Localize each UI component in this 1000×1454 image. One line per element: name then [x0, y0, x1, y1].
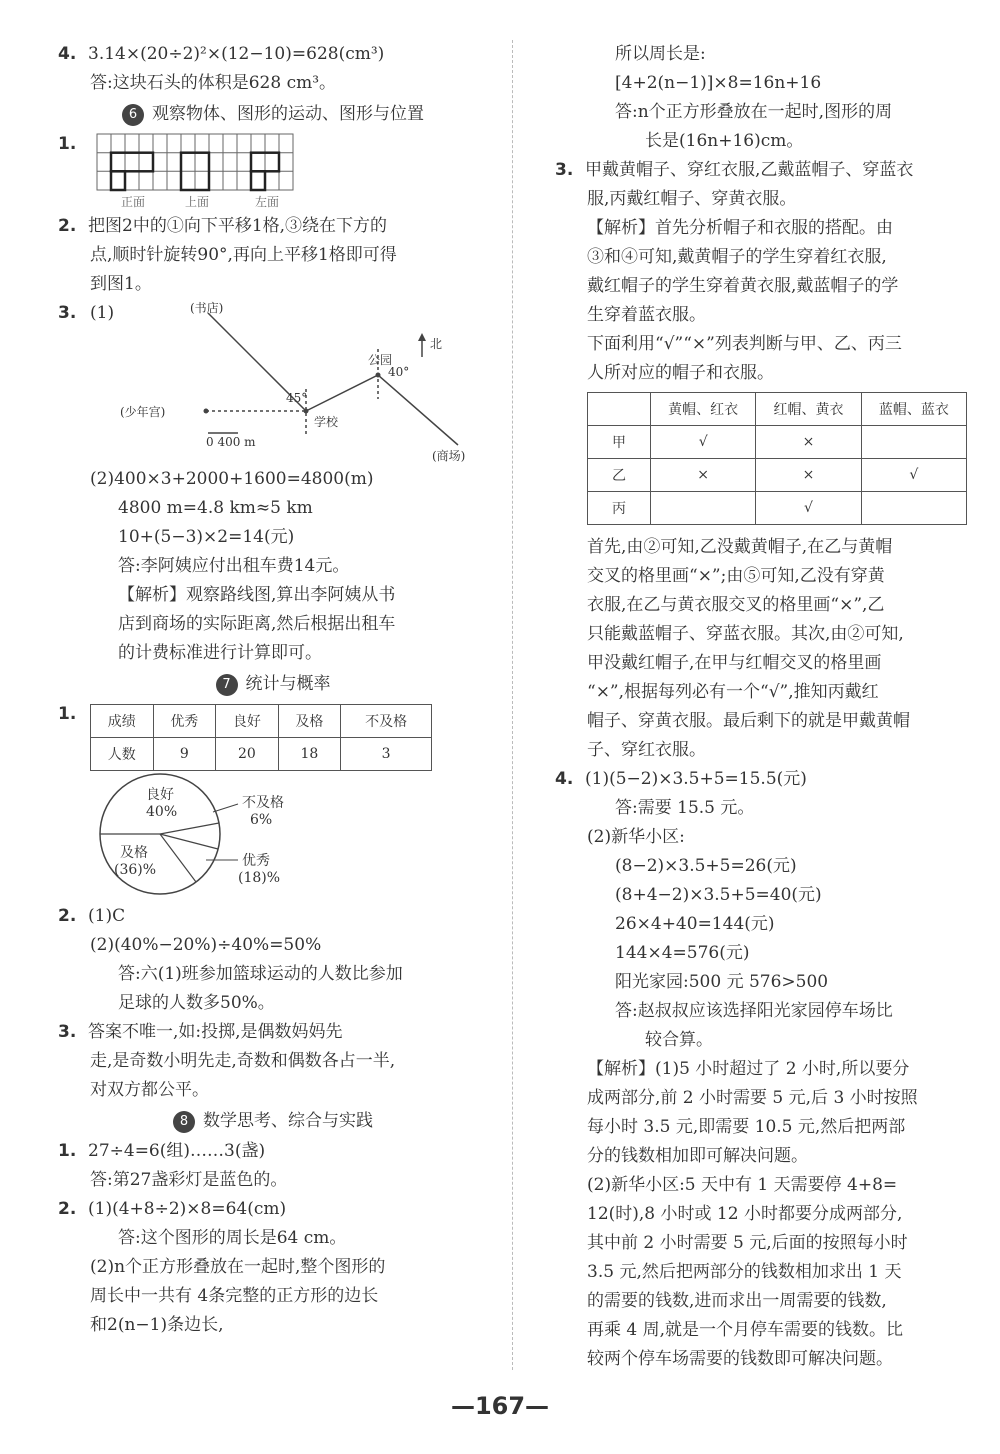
pie-value-fail: 6% [250, 812, 273, 828]
analysis-line: 衣服,在乙与黄衣服交叉的格里画“×”,乙 [587, 595, 885, 615]
analysis-line: 只能戴蓝帽子、穿蓝衣服。其次,由②可知, [587, 624, 904, 644]
map-label-mall: (商场) [432, 449, 466, 463]
column-divider [512, 40, 513, 1370]
pie-label-pass: 及格 [120, 845, 148, 861]
table-cell: 3 [341, 738, 432, 771]
text-line: 所以周长是: [615, 44, 706, 64]
analysis-line: (2)新华小区:5 天中有 1 天需要停 4+8= [587, 1175, 898, 1195]
table-cell: √ [861, 459, 966, 492]
question-number: 2. [58, 906, 77, 926]
answer-line: 答:这块石头的体积是628 cm³。 [90, 73, 337, 93]
grid-label-top: 上面 [185, 195, 210, 209]
table-cell: 人数 [91, 738, 154, 771]
answer-8-3 [555, 156, 975, 185]
analysis-line: 甲没戴红帽子,在甲与红帽交叉的格里画 [587, 653, 882, 673]
analysis-line: “×”,根据每列必有一个“√”,推知丙戴红 [587, 682, 879, 702]
analysis-line: 的需要的钱数,进而求出一周需要的钱数, [587, 1291, 887, 1311]
question-number: 1. [58, 1141, 77, 1161]
answer-line: 答:n个正方形叠放在一起时,图形的周 [615, 102, 893, 122]
table-cell [861, 492, 966, 525]
table-cell [588, 393, 651, 426]
text-line: 把图2中的①向下平移1格,③绕在下方的 [88, 216, 388, 236]
table-cell: 蓝帽、蓝衣 [861, 393, 966, 426]
question-number: 1. [58, 134, 77, 154]
section-8-header [58, 1105, 488, 1137]
table-cell: 乙 [588, 459, 651, 492]
right-column [555, 40, 975, 1374]
question-number: 3. [58, 1022, 77, 1042]
question-number: 4. [58, 44, 77, 64]
table-row [588, 426, 967, 459]
answer-line: 答:需要 15.5 元。 [615, 798, 755, 818]
formula-line: (2)400×3+2000+1600=4800(m) [90, 469, 374, 489]
analysis-line: 人所对应的帽子和衣服。 [587, 363, 774, 383]
answer-6-3-map [58, 299, 488, 465]
formula-line: (8+4−2)×3.5+5=40(元) [615, 885, 822, 905]
pie-label-excellent: 优秀 [242, 853, 270, 869]
answer-line: 较合算。 [645, 1030, 713, 1050]
table-cell: 及格 [278, 705, 341, 738]
section-number-badge: 7 [216, 674, 238, 696]
analysis-line: 交叉的格里画“×”;由⑤可知,乙没有穿黄 [587, 566, 885, 586]
pie-value-pass: (36)% [114, 862, 157, 878]
map-angle-40: 40° [388, 365, 410, 379]
answer-line: 答:这个图形的周长是64 cm。 [118, 1228, 347, 1248]
analysis-line: 下面利用“√”“×”列表判断与甲、乙、丙三 [587, 334, 902, 354]
answer-6-2 [58, 212, 488, 241]
analysis-line: 3.5 元,然后把两部分的钱数相加求出 1 天 [587, 1262, 902, 1282]
table-row [91, 738, 432, 771]
question-number: 2. [58, 1199, 77, 1219]
map-label-north: 北 [430, 337, 443, 351]
table-cell: × [756, 459, 861, 492]
answer-line: 长是(16n+16)cm。 [645, 131, 804, 151]
analysis-line: 12(时),8 小时或 12 小时都要分成两部分, [587, 1204, 903, 1224]
pie-value-excellent: (18)% [238, 870, 281, 886]
text-line: 到图1。 [90, 274, 152, 294]
answer-8-2 [58, 1195, 488, 1224]
table-header-row [91, 705, 432, 738]
section-number-badge: 6 [122, 104, 144, 126]
table-cell: 优秀 [153, 705, 216, 738]
question-number: 2. [58, 216, 77, 236]
formula-line: [4+2(n−1)]×8=16n+16 [615, 73, 822, 93]
table-cell: 不及格 [341, 705, 432, 738]
analysis-line: 的计费标准进行计算即可。 [118, 643, 322, 663]
table-cell: √ [756, 492, 861, 525]
analysis-line: 分的钱数相加即可解决问题。 [587, 1146, 808, 1166]
answer-8-1 [58, 1137, 488, 1166]
answer-line: 答:六(1)班参加篮球运动的人数比参加 [118, 964, 403, 984]
analysis-line: 【解析】观察路线图,算出李阿姨从书 [118, 585, 396, 605]
analysis-line: 每小时 3.5 元,即需要 10.5 元,然后把两部 [587, 1117, 906, 1137]
analysis-line: 成两部分,前 2 小时需要 5 元,后 3 小时按照 [587, 1088, 918, 1108]
grade-table [90, 704, 432, 771]
formula-line: 144×4=576(元) [615, 943, 750, 963]
answer-4 [58, 40, 488, 69]
table-cell: 18 [278, 738, 341, 771]
section-7-header [58, 668, 488, 700]
answer-line: 足球的人数多50%。 [118, 993, 275, 1013]
table-cell: 甲 [588, 426, 651, 459]
analysis-line: 其中前 2 小时需要 5 元,后面的按照每小时 [587, 1233, 908, 1253]
formula-line: (8−2)×3.5+5=26(元) [615, 856, 797, 876]
answer-line: 答:第27盏彩灯是蓝色的。 [90, 1170, 288, 1190]
map-scale: 0 400 m [206, 435, 256, 449]
answer-8-4 [555, 765, 975, 794]
text-line: (1)C [88, 906, 126, 926]
route-map [58, 299, 488, 465]
page-number: —167— [450, 1392, 550, 1420]
pie-value-good: 40% [146, 804, 178, 820]
answer-7-1 [58, 700, 488, 772]
formula-line: 阳光家园:500 元 576>500 [615, 972, 829, 992]
text-line: 点,顺时针旋转90°,再向上平移1格即可得 [90, 245, 397, 265]
text-line: 服,丙戴红帽子、穿黄衣服。 [587, 189, 797, 209]
formula-line: (1)(5−2)×3.5+5=15.5(元) [585, 769, 807, 789]
formula-line: 4800 m=4.8 km≈5 km [118, 498, 313, 518]
table-cell: 黄帽、红衣 [651, 393, 756, 426]
formula-line: 3.14×(20÷2)²×(12−10)=628(cm³) [88, 44, 385, 64]
pie-label-fail: 不及格 [242, 795, 284, 811]
table-cell: 红帽、黄衣 [756, 393, 861, 426]
question-number: 1. [58, 704, 77, 724]
analysis-line: 再乘 4 周,就是一个月停车需要的钱数。比 [587, 1320, 904, 1340]
answer-7-3 [58, 1018, 488, 1047]
analysis-line: 戴红帽子的学生穿着黄衣服,戴蓝帽子的学 [587, 276, 899, 296]
analysis-line: 店到商场的实际距离,然后根据出租车 [118, 614, 396, 634]
section-title: 统计与概率 [245, 674, 331, 694]
answer-line: 答:李阿姨应付出租车费14元。 [118, 556, 350, 576]
analysis-line: 生穿着蓝衣服。 [587, 305, 706, 325]
table-row [588, 492, 967, 525]
pie-chart-figure [58, 772, 488, 902]
formula-line: 26×4+40=144(元) [615, 914, 775, 934]
table-cell: 9 [153, 738, 216, 771]
table-cell: × [651, 459, 756, 492]
table-cell: 20 [216, 738, 279, 771]
analysis-line: 较两个停车场需要的钱数即可解决问题。 [587, 1349, 893, 1369]
views-grid-figure [93, 130, 303, 210]
map-label-park: 公园 [368, 353, 393, 367]
table-header-row [588, 393, 967, 426]
map-label-school: 学校 [314, 415, 339, 429]
answer-7-2 [58, 902, 488, 931]
analysis-line: 子、穿红衣服。 [587, 740, 706, 760]
text-line: 甲戴黄帽子、穿红衣服,乙戴蓝帽子、穿蓝衣 [585, 160, 914, 180]
formula-line: (2)(40%−20%)÷40%=50% [90, 935, 322, 955]
logic-table [587, 392, 967, 525]
analysis-line: 帽子、穿黄衣服。最后剩下的就是甲戴黄帽 [587, 711, 910, 731]
table-cell: 成绩 [91, 705, 154, 738]
grid-label-left: 左面 [255, 195, 280, 209]
map-label-youth-palace: (少年宫) [120, 405, 166, 419]
table-cell [651, 492, 756, 525]
question-number: 4. [555, 769, 574, 789]
text-line: 和2(n−1)条边长, [90, 1315, 224, 1335]
analysis-line: 【解析】(1)5 小时超过了 2 小时,所以要分 [587, 1059, 910, 1079]
table-cell: × [756, 426, 861, 459]
section-6-header [58, 98, 488, 130]
table-cell: 丙 [588, 492, 651, 525]
map-angle-45: 45° [286, 391, 308, 405]
text-line: 对双方都公平。 [90, 1080, 209, 1100]
section-title: 观察物体、图形的运动、图形与位置 [152, 104, 424, 124]
text-line: 周长中一共有 4条完整的正方形的边长 [90, 1286, 379, 1306]
map-label-bookstore: (书店) [190, 301, 224, 315]
text-line: (2)新华小区: [587, 827, 685, 847]
section-number-badge: 8 [173, 1111, 195, 1133]
grid-label-front: 正面 [121, 195, 146, 209]
answer-6-1 [58, 130, 488, 212]
answer-line: 答:赵叔叔应该选择阳光家园停车场比 [615, 1001, 893, 1021]
section-title: 数学思考、综合与实践 [203, 1111, 373, 1131]
text-line: 答案不唯一,如:投掷,是偶数妈妈先 [88, 1022, 343, 1042]
formula-line: 27÷4=6(组)……3(盏) [88, 1141, 266, 1161]
table-row [588, 459, 967, 492]
left-column [58, 40, 488, 1340]
formula-line: 10+(5−3)×2=14(元) [118, 527, 295, 547]
table-cell: √ [651, 426, 756, 459]
formula-line: (1)(4+8÷2)×8=64(cm) [88, 1199, 287, 1219]
pie-label-good: 良好 [146, 787, 174, 803]
question-number: 3. [58, 303, 77, 323]
question-number: 3. [555, 160, 574, 180]
analysis-line: 首先,由②可知,乙没戴黄帽子,在乙与黄帽 [587, 537, 893, 557]
table-cell: 良好 [216, 705, 279, 738]
sub-part-label: (1) [90, 303, 115, 323]
table-cell [861, 426, 966, 459]
analysis-line: ③和④可知,戴黄帽子的学生穿着红衣服, [587, 247, 887, 267]
text-line: (2)n个正方形叠放在一起时,整个图形的 [90, 1257, 386, 1277]
text-line: 走,是奇数小明先走,奇数和偶数各占一半, [90, 1051, 396, 1071]
analysis-line: 【解析】首先分析帽子和衣服的搭配。由 [587, 218, 893, 238]
